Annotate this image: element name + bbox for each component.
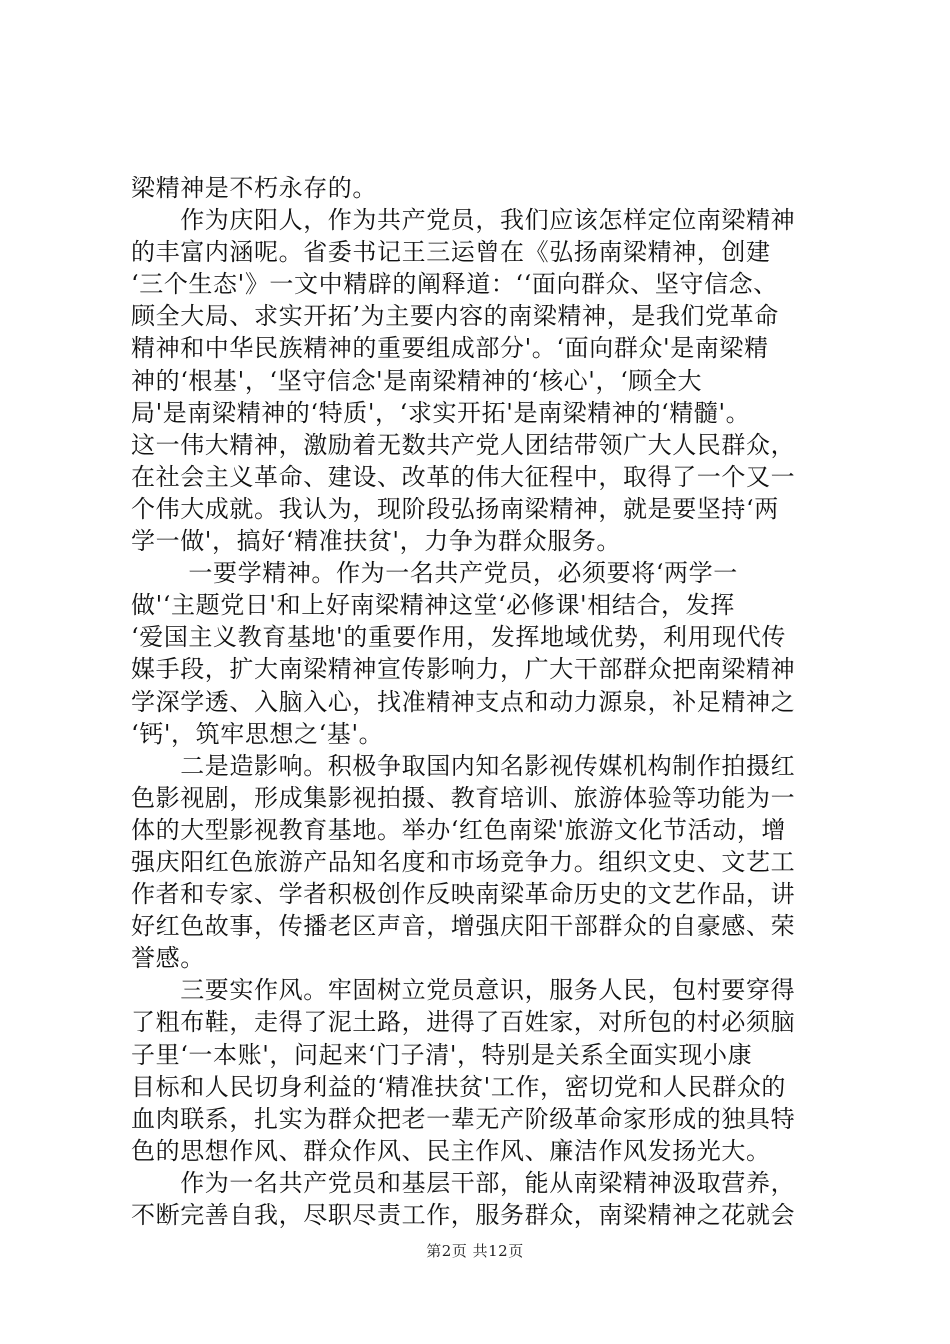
text-line: ‘三个生态'》一文中精辟的阐释道：‘‘面向群众、坚守信念、 xyxy=(131,270,778,299)
text-line: 精神和中华民族精神的重要组成部分'。‘面向群众'是南梁精 xyxy=(131,334,769,363)
text-line: 体的大型影视教育基地。举办‘红色南梁'旅游文化节活动，增 xyxy=(131,815,787,844)
text-line: 这一伟大精神，激励着无数共产党人团结带领广大人民群众， xyxy=(131,430,796,459)
text-line: 誉感。 xyxy=(131,944,205,973)
text-line: ‘钙'，筑牢思想之‘基'。 xyxy=(131,719,384,748)
text-line: 强庆阳红色旅游产品知名度和市场竞争力。组织文史、文艺工 xyxy=(131,847,796,876)
text-line: 二是造影响。积极争取国内知名影视传媒机构制作拍摄红 xyxy=(131,751,796,780)
text-line: 梁精神是不朽永存的。 xyxy=(131,174,377,202)
text-line: 学一做'，搞好‘精准扶贫'，力争为群众服务。 xyxy=(131,527,622,556)
text-line: 子里‘一本账'，问起来‘门子清'，特别是关系全面实现小康 xyxy=(131,1040,753,1069)
text-line: ‘爱国主义教育基地'的重要作用，发挥地域优势，利用现代传 xyxy=(131,623,787,652)
text-line: 个伟大成就。我认为，现阶段弘扬南梁精神，就是要坚持‘两 xyxy=(131,494,779,523)
text-line: 色影视剧，形成集影视拍摄、教育培训、旅游体验等功能为一 xyxy=(131,783,796,812)
text-line: 作者和专家、学者积极创作反映南梁革命历史的文艺作品，讲 xyxy=(131,880,796,909)
text-line: 的丰富内涵呢。省委书记王三运曾在《弘扬南梁精神，创建 xyxy=(131,238,771,267)
text-line: 血肉联系，扎实为群众把老一辈无产阶级革命家形成的独具特 xyxy=(131,1104,796,1133)
text-line: 顾全大局、求实开拓’为主要内容的南梁精神，是我们党革命 xyxy=(131,302,779,331)
text-line: 三要实作风。牢固树立党员意识，服务人民，包村要穿得 xyxy=(131,976,796,1005)
text-line: 不断完善自我，尽职尽责工作，服务群众，南梁精神之花就会 xyxy=(131,1201,796,1229)
text-line: 作为庆阳人，作为共产党员，我们应该怎样定位南梁精神 xyxy=(131,206,796,235)
text-line: 一要学精神。作为一名共产党员，必须要将‘两学一 xyxy=(131,559,738,588)
text-line: 学深学透、入脑入心，找准精神支点和动力源泉，补足精神之 xyxy=(131,687,796,716)
text-line: 神的‘根基'，‘坚守信念'是南梁精神的‘核心'，‘顾全大 xyxy=(131,366,703,395)
text-line: 作为一名共产党员和基层干部，能从南梁精神汲取营养， xyxy=(131,1168,796,1197)
text-line: 好红色故事，传播老区声音，增强庆阳干部群众的自豪感、荣 xyxy=(131,912,796,941)
text-line: 目标和人民切身利益的‘精准扶贫'工作，密切党和人民群众的 xyxy=(131,1072,787,1101)
page-footer: 第2页 共12页 xyxy=(426,1242,524,1260)
text-line: 局'是南梁精神的‘特质'，‘求实开拓'是南梁精神的‘精髓'。 xyxy=(131,398,751,427)
text-line: 做'‘主题党日'和上好南梁精神这堂‘必修课'相结合，发挥 xyxy=(131,591,735,620)
text-line: 在社会主义革命、建设、改革的伟大征程中，取得了一个又一 xyxy=(131,462,796,491)
document-body xyxy=(131,172,831,1231)
text-line: 媒手段，扩大南梁精神宣传影响力，广大干部群众把南梁精神 xyxy=(131,655,796,684)
text-line: 了粗布鞋，走得了泥土路，进得了百姓家，对所包的村必须脑 xyxy=(131,1008,796,1037)
text-line: 色的思想作风、群众作风、民主作风、廉洁作风发扬光大。 xyxy=(131,1136,771,1165)
